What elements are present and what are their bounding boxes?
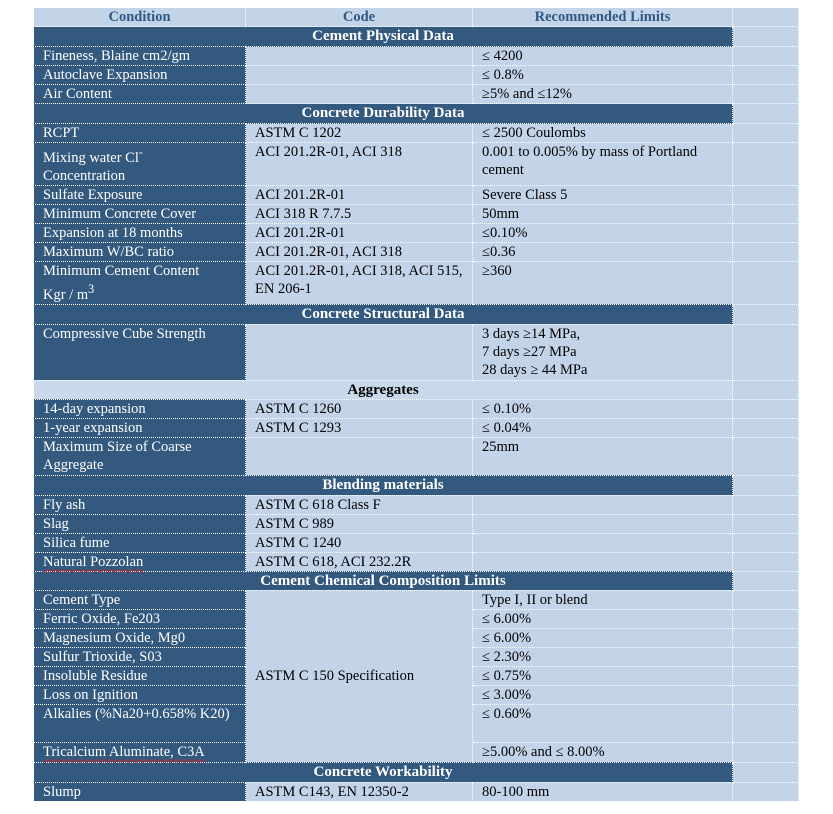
specification-table-container	[33, 7, 798, 802]
condition-cell: 14-day expansion	[34, 399, 246, 418]
pad-cell	[733, 437, 799, 475]
condition-cell: Sulfur Trioxide, S03	[34, 647, 246, 666]
pad-cell	[733, 533, 799, 552]
code-cell: ACI 201.2R-01, ACI 318, ACI 515, EN 206-1	[246, 261, 473, 304]
code-cell: ASTM C143, EN 12350-2	[246, 782, 473, 801]
specification-table	[33, 7, 799, 802]
limit-cell: ≤ 0.75%	[473, 666, 733, 685]
limit-cell: ≤0.36	[473, 242, 733, 261]
limit-cell	[473, 533, 733, 552]
code-cell	[246, 324, 473, 380]
table-row	[34, 533, 799, 552]
pad-cell	[733, 380, 799, 399]
condition-cell: Magnesium Oxide, Mg0	[34, 628, 246, 647]
table-row	[34, 418, 799, 437]
section-row-blending	[34, 475, 799, 495]
condition-cell: Slump	[34, 782, 246, 801]
condition-cell	[34, 552, 246, 571]
condition-text: Mixing water Cl	[43, 149, 139, 166]
header-code: Code	[246, 8, 473, 27]
pad-cell	[733, 475, 799, 495]
section-title: Concrete Workability	[34, 762, 733, 782]
code-cell: ASTM C 1260	[246, 399, 473, 418]
limit-cell	[473, 514, 733, 533]
table-row	[34, 185, 799, 204]
code-cell: ACI 201.2R-01, ACI 318	[246, 143, 473, 186]
section-title: Cement Physical Data	[34, 27, 733, 47]
table-row	[34, 85, 799, 104]
limit-cell: ≤ 0.10%	[473, 399, 733, 418]
pad-cell	[733, 304, 799, 324]
table-row	[34, 204, 799, 223]
condition-text: Minimum Cement Content	[43, 262, 200, 279]
table-row	[34, 514, 799, 533]
condition-cell: Fly ash	[34, 495, 246, 514]
pad-cell	[733, 85, 799, 104]
limit-cell: ≤ 0.60%	[473, 704, 733, 742]
header-pad-cell	[733, 8, 799, 27]
condition-cell: Insoluble Residue	[34, 666, 246, 685]
limit-cell: ≤ 2.30%	[473, 647, 733, 666]
code-cell	[246, 437, 473, 475]
code-cell: ASTM C 989	[246, 514, 473, 533]
condition-cell: Silica fume	[34, 533, 246, 552]
code-cell: ACI 201.2R-01	[246, 185, 473, 204]
table-row	[34, 66, 799, 85]
table-row	[34, 399, 799, 418]
superscript: 3	[88, 281, 95, 296]
table-header-row	[34, 8, 799, 27]
pad-cell	[733, 204, 799, 223]
pad-cell	[733, 666, 799, 685]
pad-cell	[733, 324, 799, 380]
limit-cell: ≥5.00% and ≤ 8.00%	[473, 742, 733, 762]
table-row	[34, 495, 799, 514]
limit-cell: ≤ 0.04%	[473, 418, 733, 437]
section-row-workability	[34, 762, 799, 782]
section-title: Cement Chemical Composition Limits	[34, 571, 733, 590]
limit-cell: ≥5% and ≤12%	[473, 85, 733, 104]
table-row	[34, 261, 799, 304]
limit-line: 3 days ≥14 MPa,	[482, 325, 581, 342]
section-title: Concrete Structural Data	[34, 304, 733, 324]
condition-cell	[34, 261, 246, 304]
pad-cell	[733, 704, 799, 742]
limit-cell: ≤ 6.00%	[473, 609, 733, 628]
pad-cell	[733, 399, 799, 418]
section-title: Aggregates	[34, 380, 733, 399]
condition-cell: Sulfate Exposure	[34, 185, 246, 204]
code-cell: ASTM C 1293	[246, 418, 473, 437]
limit-cell: Type I, II or blend	[473, 590, 733, 609]
table-row	[34, 324, 799, 380]
section-row-durability	[34, 104, 799, 124]
header-limits: Recommended Limits	[473, 8, 733, 27]
header-condition: Condition	[34, 8, 246, 27]
pad-cell	[733, 742, 799, 762]
condition-text-line2: Concentration	[43, 167, 126, 184]
condition-cell: Ferric Oxide, Fe203	[34, 609, 246, 628]
code-cell: ASTM C 618, ACI 232.2R	[246, 552, 473, 571]
code-cell: ACI 318 R 7.7.5	[246, 204, 473, 223]
pad-cell	[733, 571, 799, 590]
condition-cell: Maximum Size of Coarse Aggregate	[34, 437, 246, 475]
table-row	[34, 552, 799, 571]
condition-cell: Minimum Concrete Cover	[34, 204, 246, 223]
pad-cell	[733, 223, 799, 242]
pad-cell	[733, 242, 799, 261]
condition-cell: Fineness, Blaine cm2/gm	[34, 47, 246, 66]
pad-cell	[733, 261, 799, 304]
pad-cell	[733, 418, 799, 437]
condition-cell: Expansion at 18 months	[34, 223, 246, 242]
table-row	[34, 242, 799, 261]
code-cell	[246, 66, 473, 85]
condition-cell	[34, 143, 246, 186]
code-cell: ASTM C 618 Class F	[246, 495, 473, 514]
limit-line: 7 days ≥27 MPa	[482, 343, 577, 360]
pad-cell	[733, 590, 799, 609]
condition-cell: Loss on Ignition	[34, 685, 246, 704]
limit-cell	[473, 495, 733, 514]
table-row	[34, 223, 799, 242]
condition-cell: Slag	[34, 514, 246, 533]
pad-cell	[733, 685, 799, 704]
pad-cell	[733, 124, 799, 143]
pad-cell	[733, 609, 799, 628]
limit-cell: ≤ 4200	[473, 47, 733, 66]
limit-cell: 0.001 to 0.005% by mass of Portland cement	[473, 143, 733, 186]
table-row	[34, 437, 799, 475]
pad-cell	[733, 552, 799, 571]
section-row-physical	[34, 27, 799, 47]
limit-cell: Severe Class 5	[473, 185, 733, 204]
condition-cell: Alkalies (%Na20+0.658% K20)	[34, 704, 246, 742]
code-cell: ASTM C 1202	[246, 124, 473, 143]
limit-cell: ≤ 6.00%	[473, 628, 733, 647]
pad-cell	[733, 185, 799, 204]
condition-text: Tricalcium Aluminate, C3A	[43, 743, 205, 760]
table-row	[34, 590, 799, 609]
pad-cell	[733, 628, 799, 647]
limit-line: 28 days ≥ 44 MPa	[482, 361, 588, 378]
table-row	[34, 782, 799, 801]
limit-cell: 50mm	[473, 204, 733, 223]
condition-cell: RCPT	[34, 124, 246, 143]
pad-cell	[733, 27, 799, 47]
section-title: Blending materials	[34, 475, 733, 495]
table-row	[34, 124, 799, 143]
limit-cell: 25mm	[473, 437, 733, 475]
code-cell: ACI 201.2R-01, ACI 318	[246, 242, 473, 261]
section-row-structural	[34, 304, 799, 324]
pad-cell	[733, 47, 799, 66]
code-cell: ASTM C 1240	[246, 533, 473, 552]
condition-cell: Compressive Cube Strength	[34, 324, 246, 380]
condition-cell: Maximum W/BC ratio	[34, 242, 246, 261]
code-cell-merged: ASTM C 150 Specification	[246, 590, 473, 762]
condition-text: Natural Pozzolan	[43, 553, 144, 570]
limit-cell	[473, 552, 733, 571]
pad-cell	[733, 143, 799, 186]
condition-cell: 1-year expansion	[34, 418, 246, 437]
limit-cell	[473, 324, 733, 380]
section-row-chemical	[34, 571, 799, 590]
pad-cell	[733, 647, 799, 666]
condition-cell	[34, 742, 246, 762]
section-title: Concrete Durability Data	[34, 104, 733, 124]
limit-cell: ≤ 0.8%	[473, 66, 733, 85]
pad-cell	[733, 104, 799, 124]
limit-cell: ≤ 2500 Coulombs	[473, 124, 733, 143]
table-row	[34, 47, 799, 66]
condition-text-line2: Kgr / m	[43, 286, 89, 303]
limit-cell: ≥360	[473, 261, 733, 304]
condition-cell: Cement Type	[34, 590, 246, 609]
code-cell: ACI 201.2R-01	[246, 223, 473, 242]
limit-cell: 80-100 mm	[473, 782, 733, 801]
table-row	[34, 143, 799, 186]
pad-cell	[733, 514, 799, 533]
pad-cell	[733, 66, 799, 85]
code-cell	[246, 85, 473, 104]
condition-cell: Autoclave Expansion	[34, 66, 246, 85]
pad-cell	[733, 782, 799, 801]
code-cell	[246, 47, 473, 66]
pad-cell	[733, 495, 799, 514]
limit-cell: ≤0.10%	[473, 223, 733, 242]
pad-cell	[733, 762, 799, 782]
superscript: -	[138, 145, 143, 159]
limit-cell: ≤ 3.00%	[473, 685, 733, 704]
section-row-aggregates	[34, 380, 799, 399]
condition-cell: Air Content	[34, 85, 246, 104]
